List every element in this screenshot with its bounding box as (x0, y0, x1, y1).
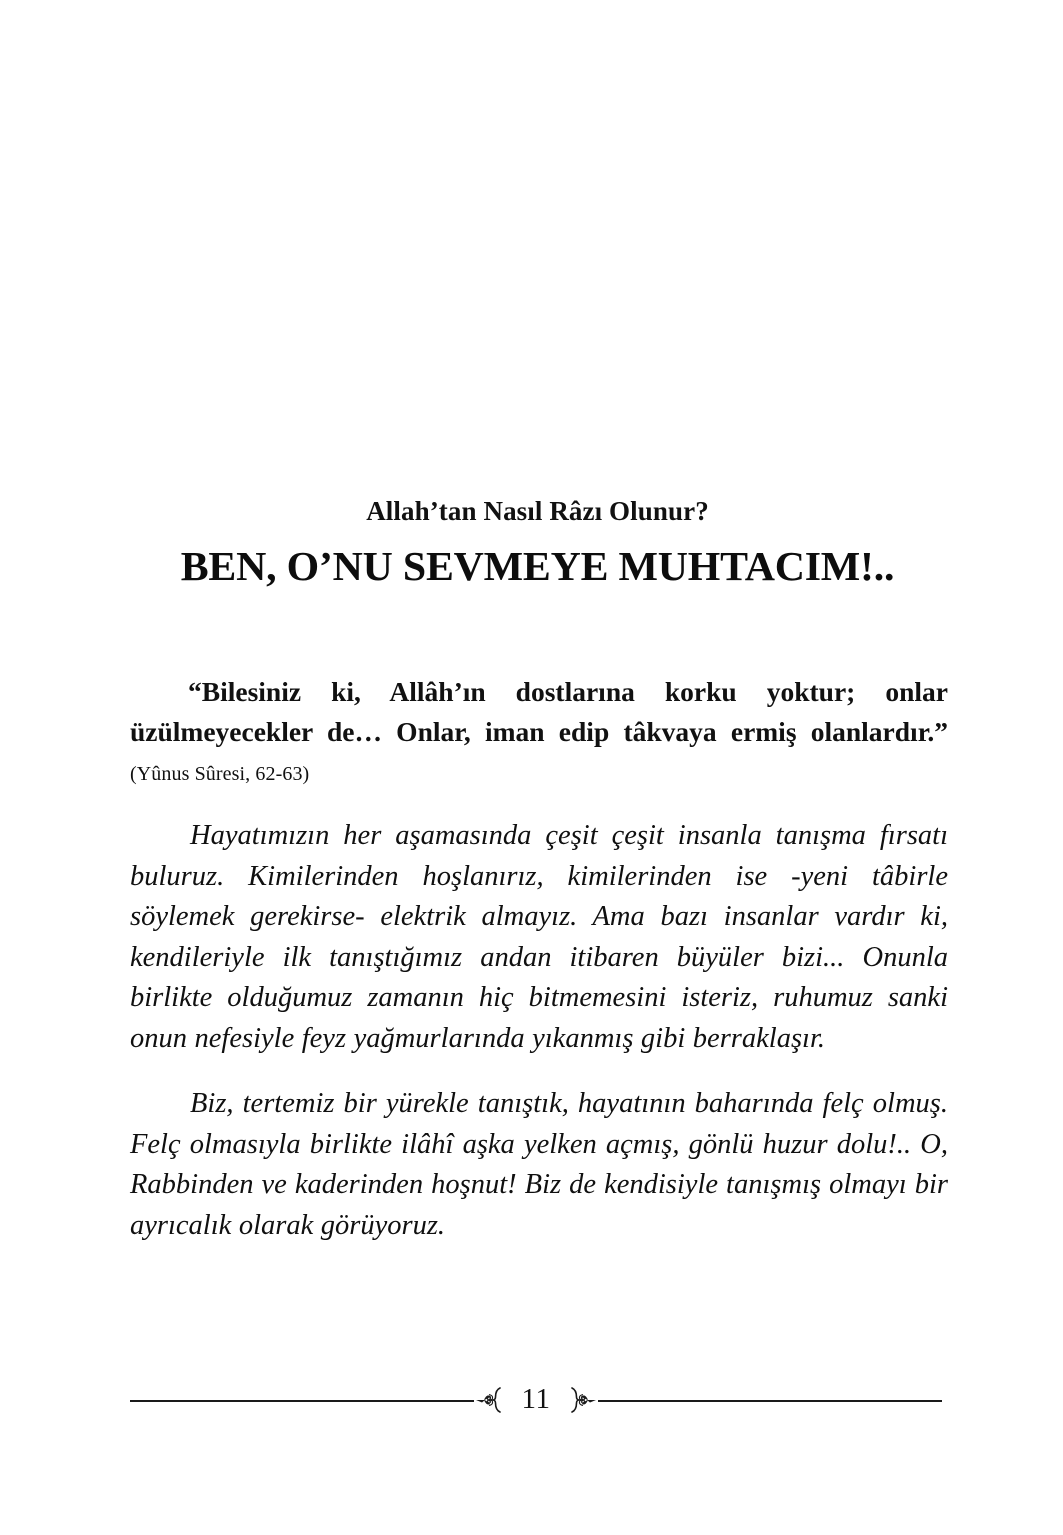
body-paragraph: Biz, tertemiz bir yürekle tanıştık, hayatının baharında felç olmuş. Felç olmasıyla birlikte ilâhî aşka yelken açmış, gönlü huzur dolu!.. O, Rabbinden ve kaderinden hoşnut! Biz de kendisiyle tanışmış olmayı bir ayrıcalık olarak görüyoruz. (130, 1088, 948, 1241)
chapter-kicker: Allah’tan Nasıl Râzı Olunur? (366, 496, 709, 526)
page-title: BEN, O’NU SEVMEYE MUHTACIM!.. (180, 542, 895, 589)
body-paragraph: Hayatımızın her aşamasında çeşit çeşit insanla tanışma fırsatı buluruz. Kimilerinden hoşlanırız, kimilerinden ise -yeni tâbirle söylemek gerekirse- elektrik almayız. Ama bazı insanlar vardır ki, kendileriyle ilk tanıştığımız andan itibaren büyüler bizi... Onunla birlikte olduğumuz zamanın hiç bitmemesini isteriz, ruhumuz sanki onun nefesiyle feyz yağmurlarında yıkanmış gibi berraklaşır. (130, 820, 948, 1054)
epigraph-source: (Yûnus Sûresi, 62-63) (130, 763, 310, 785)
footer-rule-left (130, 1400, 474, 1402)
page-number: 11 (521, 1383, 551, 1415)
page-footer (130, 1384, 942, 1417)
footer-rule-right (598, 1400, 942, 1402)
epigraph-quote: “Bilesiniz ki, Allâh’ın dostlarına korku yoktur; onlar üzülmeyecekler de… Onlar, iman edip tâkvaya ermiş olanlardır.” (130, 676, 948, 747)
leaf-flourish-right-icon (564, 1385, 598, 1415)
leaf-flourish-left-icon (474, 1385, 508, 1415)
epigraph-block (130, 672, 948, 795)
chapter-heading (130, 497, 945, 589)
body-text (130, 816, 948, 1246)
